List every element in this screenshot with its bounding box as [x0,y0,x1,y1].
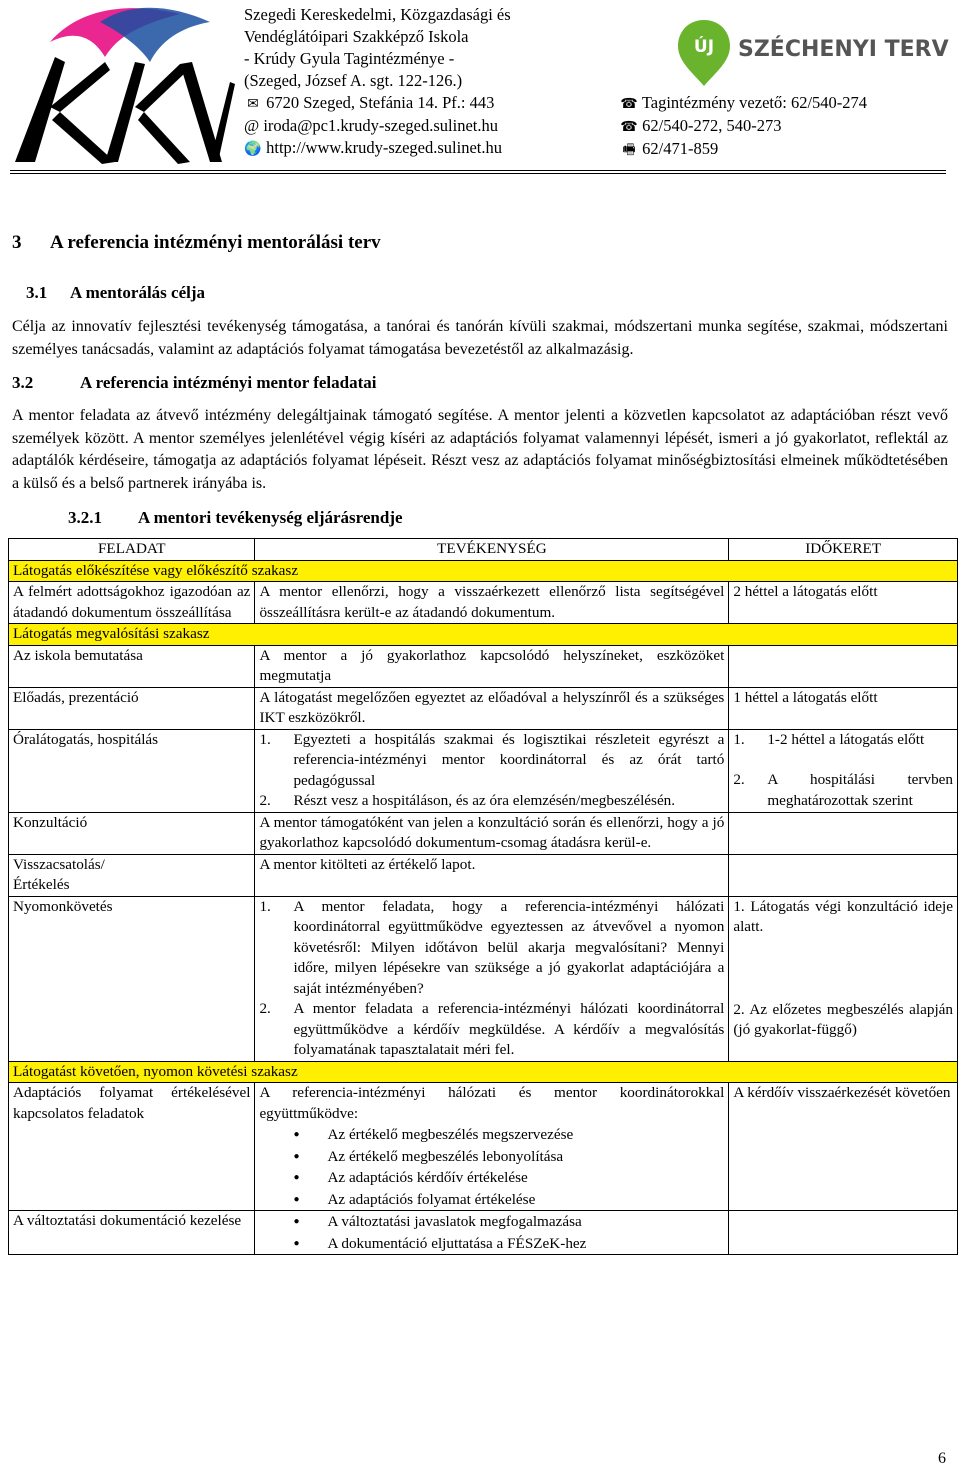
time-number: 1. [733,730,745,748]
fax-icon: 🖷 [622,142,636,158]
time-cell [729,812,958,854]
time-text: 2. Az előzetes megbeszélés alapján (jó gyakorlat-függő) [733,1000,953,1038]
szechenyi-uj: ÚJ [693,37,715,57]
activity-cell [255,729,729,812]
contact-info [620,92,950,161]
bullet-item: ● Az értékelő megbeszélés lebonyolítása [259,1146,724,1168]
header-feladat: FELADAT [9,539,255,561]
step-text: A mentor feladata, hogy a referencia-intézményi hálózati koordinátorral együttműködve egyeztessen az átvevővel a nyomon követésről: Milyen időtávon belül akarja megvalósítani? Mennyi időre, milyen lépésekre van szüksége a jó gyakorlat adaptációjára a saját intézményében? [293,897,725,997]
step-item [259,999,724,1061]
header-tevekenyseg: TEVÉKENYSÉG [255,539,729,561]
step-number: 1. [259,897,271,915]
web-line[interactable] [244,137,614,160]
task-cell: Konzultáció [9,812,255,854]
globe-icon: 🌍 [244,141,262,157]
szechenyi-terv-logo [676,16,956,88]
step-text: A mentor feladata a referencia-intézményi hálózati koordinátorral együttműködve a kérdőív megküldése. A kérdőív a megvalósítás folyamatának tapasztalatait méri fel. [293,1000,725,1058]
subsection-title: A mentorálás célja [70,283,206,302]
time-cell [729,645,958,687]
bullet-item: ● Az adaptációs kérdőív értékelése [259,1167,724,1189]
paragraph-3-1: Célja az innovatív fejlesztési tevékenység támogatása, a tanórai és tanórán kívüli szakmai, módszertani munka segítése, szakmai, módszertani személyes tanácsadás, valamint az adaptációs folyamat támogatása bevezetéstől az alkalmazásig. [12,318,948,358]
activity-cell [255,896,729,1061]
phone-head-line [620,92,950,115]
subsection-number: 3.2.1 [68,508,102,527]
phone-head-text: Tagintézmény vezető: 62/540-274 [641,93,868,112]
phone-icon: ☎ [620,96,638,112]
activity-cell: A mentor a jó gyakorlathoz kapcsolódó helyszíneket, eszközöket megmutatja [255,645,729,687]
step-number: 1. [259,730,271,748]
subsection-number: 3.2 [12,373,34,392]
subsection-number: 3.1 [26,283,48,302]
bullet-item: ● A változtatási javaslatok megfogalmazása [259,1211,724,1233]
email-line[interactable] [244,115,614,137]
table-row [9,687,958,729]
step-number: 2. [259,792,271,809]
phase-label: Látogatás megvalósítási szakasz [9,624,958,646]
section-heading [12,232,381,254]
time-item [733,730,953,751]
task-line: Visszacsatolás/ [13,855,105,873]
table-row [9,896,958,1061]
phone-text: 62/540-272, 540-273 [642,116,782,135]
activity-cell [255,1211,729,1255]
activity-cell [255,1083,729,1211]
task-cell: A felmért adottságokhoz igazodóan az átadandó dokumentum összeállítása [9,582,255,624]
step-item [259,730,724,792]
time-cell: 2 héttel a látogatás előtt [729,582,958,624]
org-line: (Szeged, József A. sgt. 122-126.) [244,71,463,90]
table-row [9,1083,958,1211]
letterhead [0,0,960,175]
header-divider [10,173,946,174]
org-line: Vendéglátóipari Szakképző Iskola [244,27,469,46]
org-line: - Krúdy Gyula Tagintézménye - [244,49,455,68]
phase-label: Látogatást követően, nyomon követési szakasz [9,1061,958,1083]
phase-row [9,560,958,582]
phase-row [9,624,958,646]
step-text: Részt vesz a hospitáláson, és az óra elemzésén/megbeszélésén. [293,792,676,809]
task-cell: A változtatási dokumentáció kezelése [9,1211,255,1255]
subsection-heading-3-2 [12,373,376,393]
time-cell [729,896,958,1061]
table-row [9,645,958,687]
header-idokeret: IDŐKERET [729,539,958,561]
time-item [733,770,953,811]
subsection-heading-3-1 [26,283,205,303]
table-row [9,1211,958,1255]
time-text: 1-2 héttel a látogatás előtt [767,730,925,748]
page-number: 6 [938,1450,946,1467]
time-cell [729,729,958,812]
activity-intro: A referencia-intézményi hálózati és mentor koordinátorokkal együttműködve: [259,1084,725,1122]
table-row [9,812,958,854]
step-number: 2. [259,1000,271,1017]
subsection-heading-3-2-1 [68,508,403,528]
task-cell: Óralátogatás, hospitálás [9,729,255,812]
time-number: 2. [733,771,745,788]
task-cell: Az iskola bemutatása [9,645,255,687]
step-item [259,791,724,812]
time-cell: A kérdőív visszaérkezését követően [729,1083,958,1211]
section-title: A referencia intézményi mentorálási terv [50,232,381,253]
activity-cell: A mentor támogatóként van jelen a konzultáció során és ellenőrzi, hogy a jó gyakorlathoz kapcsolódó dokumentum-csomag átadásra kerül-e. [255,812,729,854]
bullet-item: ● A dokumentáció eljuttatása a FÉSZeK-hez [259,1233,724,1255]
task-cell: Adaptációs folyamat értékelésével kapcsolatos feladatok [9,1083,255,1211]
envelope-icon: ✉ [247,96,259,112]
phone-line [620,115,950,138]
task-cell [9,854,255,896]
activity-cell: A látogatást megelőzően egyeztet az előadóval a helyszínről és a szükséges IKT eszközökről. [255,687,729,729]
subsection-title: A mentori tevékenység eljárásrendje [138,508,403,527]
address-line [244,92,614,115]
time-text: A hospitálási tervben meghatározottak szerint [767,771,953,809]
fax-line [620,138,950,161]
phone-icon: ☎ [620,119,638,135]
task-line: Értékelés [13,876,70,893]
section-number: 3 [12,232,22,253]
header-divider [10,170,946,171]
time-cell [729,854,958,896]
step-text: Egyezteti a hospitálás szakmai és logisztikai részleteit egyrészt a referencia-intézményi mentor koordinátorral és az órát tartó pedagógussal [293,730,725,789]
time-cell [729,1211,958,1255]
phase-row [9,1061,958,1083]
table-row [9,854,958,896]
organization-info [244,4,614,160]
time-text: 1. Látogatás végi konzultáció ideje alatt. [733,897,953,935]
procedure-table [8,538,958,1255]
address-text: 6720 Szeged, Stefánia 14. Pf.: 443 [266,93,495,112]
bullet-item: ● Az adaptációs folyamat értékelése [259,1189,724,1211]
email-text[interactable]: @ iroda@pc1.krudy-szeged.sulinet.hu [244,116,498,135]
table-header-row [9,539,958,561]
table-row [9,729,958,812]
web-link[interactable]: http://www.krudy-szeged.sulinet.hu [266,138,502,157]
fax-text: 62/471-859 [642,139,719,158]
org-line: Szegedi Kereskedelmi, Közgazdasági és [244,5,511,24]
activity-cell: A mentor ellenőrzi, hogy a visszaérkezett ellenőrző lista segítségével összeállításra került-e az átadandó dokumentum. [255,582,729,624]
subsection-title: A referencia intézményi mentor feladatai [80,373,377,392]
time-cell: 1 héttel a látogatás előtt [729,687,958,729]
szechenyi-text: SZÉCHENYI TERV [738,37,949,62]
paragraph-3-2: A mentor feladata az átvevő intézmény delegáltjainak támogató segítése. A mentor jelenti a közvetlen kapcsolatot az adaptációban részt vevő személyek között. A mentor személyes jelenlétével végig kíséri az adaptációs folyamat valamennyi lépését, ismeri a jó gyakorlatot, reflektál az adaptálók kérdéseire, támogatja az adaptációs folyamat lépéseit. Részt vesz az adaptációs folyamat minőségbiztosítási elmeinek működtetésében a külső és a belső partnerek irányába is. [12,407,948,492]
table-row [9,582,958,624]
phase-label: Látogatás előkészítése vagy előkészítő szakasz [9,560,958,582]
task-cell: Nyomonkövetés [9,896,255,1061]
task-cell: Előadás, prezentáció [9,687,255,729]
activity-cell: A mentor kitölteti az értékelő lapot. [255,854,729,896]
bullet-item: ● Az értékelő megbeszélés megszervezése [259,1124,724,1146]
school-logo [10,2,235,167]
step-item [259,897,724,1000]
